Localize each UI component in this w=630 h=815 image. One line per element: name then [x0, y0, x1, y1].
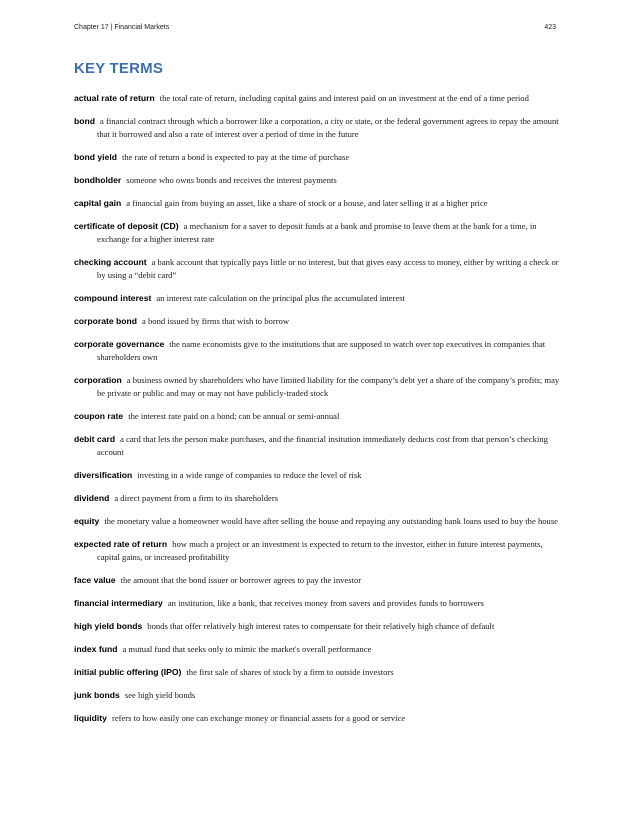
term-name: expected rate of return [74, 539, 168, 549]
term-name: dividend [74, 493, 110, 503]
term-definition: the monetary value a homeowner would have after selling the house and repaying any outstanding bank loans used to buy the house [104, 516, 558, 526]
term-entry [74, 115, 560, 141]
term-entry [74, 256, 560, 282]
term-entry [74, 92, 560, 105]
term-definition: the total rate of return, including capital gains and interest paid on an investment at the end of a time period [159, 93, 529, 103]
term-definition: a direct payment from a firm to its shareholders [114, 493, 279, 503]
term-name: initial public offering (IPO) [74, 667, 182, 677]
term-name: diversification [74, 470, 133, 480]
term-definition: how much a project or an investment is expected to return to the investor, either in future interest payments, capital gains, or increased profitability [97, 539, 543, 562]
term-definition: the first sale of shares of stock by a firm to outside investors [186, 667, 394, 677]
term-entry [74, 597, 560, 610]
term-name: coupon rate [74, 411, 124, 421]
chapter-title: Chapter 17 | Financial Markets [74, 24, 170, 31]
term-definition: a bond issued by firms that wish to borrow [142, 316, 290, 326]
term-name: bond yield [74, 152, 117, 162]
term-name: compound interest [74, 293, 152, 303]
term-entry [74, 174, 560, 187]
term-name: certificate of deposit (CD) [74, 221, 179, 231]
term-name: capital gain [74, 198, 122, 208]
term-definition: someone who owns bonds and receives the interest payments [126, 175, 337, 185]
term-name: corporate governance [74, 339, 165, 349]
term-entry [74, 338, 560, 364]
term-definition: a business owned by shareholders who have limited liability for the company’s debt yet a share of the company’s profits; may be private or public and may or may not have publicly-traded stock [97, 375, 560, 398]
key-terms-list [74, 92, 560, 735]
term-definition: bonds that offer relatively high interest rates to compensate for their relatively high chance of default [147, 621, 495, 631]
term-entry [74, 643, 560, 656]
term-name: high yield bonds [74, 621, 143, 631]
term-name: bond [74, 116, 95, 126]
term-name: index fund [74, 644, 118, 654]
term-definition: a mutual fund that seeks only to mimic the market's overall performance [122, 644, 372, 654]
term-definition: the name economists give to the institutions that are supposed to watch over top executives in companies that shareholders own [97, 339, 546, 362]
term-name: corporation [74, 375, 122, 385]
term-definition: investing in a wide range of companies to reduce the level of risk [137, 470, 362, 480]
term-definition: a financial gain from buying an asset, like a share of stock or a house, and later selling it at a higher price [126, 198, 488, 208]
page-number: 423 [544, 24, 556, 31]
term-entry [74, 492, 560, 505]
term-definition: a bank account that typically pays little or no interest, but that gives easy access to money, either by writing a check or by using a “debit card” [97, 257, 559, 280]
term-definition: see high yield bonds [124, 690, 196, 700]
term-name: equity [74, 516, 100, 526]
term-entry [74, 374, 560, 400]
term-definition: an interest rate calculation on the principal plus the accumulated interest [156, 293, 406, 303]
section-title: KEY TERMS [74, 60, 164, 77]
term-entry [74, 469, 560, 482]
term-definition: the amount that the bond issuer or borrower agrees to pay the investor [120, 575, 362, 585]
term-name: debit card [74, 434, 116, 444]
term-entry [74, 292, 560, 305]
term-entry [74, 712, 560, 725]
term-entry [74, 197, 560, 210]
term-entry [74, 220, 560, 246]
term-name: actual rate of return [74, 93, 155, 103]
term-name: face value [74, 575, 116, 585]
term-name: checking account [74, 257, 147, 267]
term-entry [74, 315, 560, 328]
running-header [74, 24, 556, 31]
term-definition: a financial contract through which a borrower like a corporation, a city or state, or the federal government agrees to repay the amount that it borrowed and also a rate of interest over a period of time in the future [97, 116, 559, 139]
term-entry [74, 666, 560, 679]
term-entry [74, 620, 560, 633]
term-entry [74, 515, 560, 528]
term-definition: refers to how easily one can exchange money or financial assets for a good or service [111, 713, 406, 723]
term-definition: an institution, like a bank, that receives money from savers and provides funds to borrowers [167, 598, 484, 608]
term-entry [74, 410, 560, 423]
term-name: bondholder [74, 175, 122, 185]
term-name: junk bonds [74, 690, 120, 700]
term-entry [74, 151, 560, 164]
term-definition: the rate of return a bond is expected to pay at the time of purchase [121, 152, 350, 162]
term-definition: the interest rate paid on a bond; can be annual or semi-annual [128, 411, 340, 421]
term-entry [74, 433, 560, 459]
term-definition: a mechanism for a saver to deposit funds at a bank and promise to leave them at the bank for a time, in exchange for a higher interest rate [97, 221, 537, 244]
term-name: liquidity [74, 713, 107, 723]
term-entry [74, 538, 560, 564]
term-name: financial intermediary [74, 598, 163, 608]
term-definition: a card that lets the person make purchases, and the financial insitution immediately deducts cost from that person’s checking account [97, 434, 548, 457]
term-entry [74, 574, 560, 587]
term-entry [74, 689, 560, 702]
term-name: corporate bond [74, 316, 138, 326]
